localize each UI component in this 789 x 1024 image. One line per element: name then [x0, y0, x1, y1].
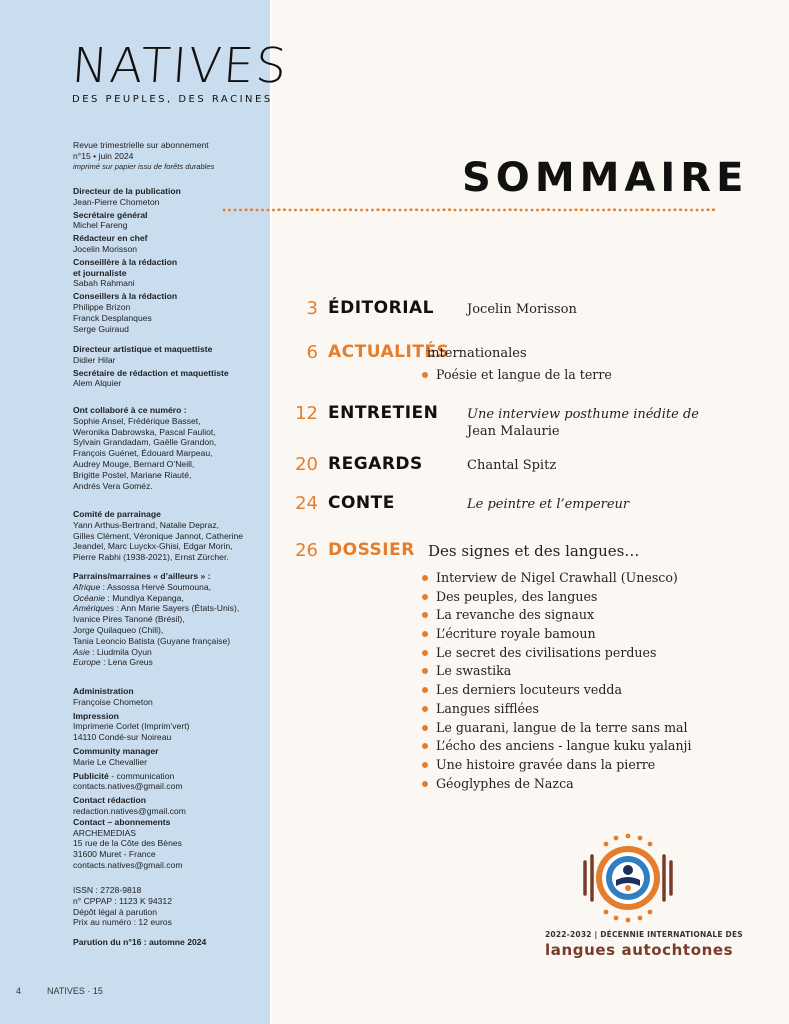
parrainage-line: Jeandel, Marc Luyckx-Ghisi, Edgar Morin,: [73, 541, 233, 552]
divider-dot: [360, 209, 363, 212]
divider-dot: [234, 209, 237, 212]
parrain-line: [73, 614, 258, 625]
divider-dot: [646, 209, 649, 212]
parrain-names: Ann Marie Sayers (États-Unis),: [120, 603, 240, 614]
divider-dot: [277, 209, 280, 212]
divider-dot: [580, 209, 583, 212]
dossier-list: [422, 570, 691, 794]
divider-dot: [239, 209, 242, 212]
divider-dot: [569, 209, 572, 212]
toc-description: Des signes et des langues…: [428, 542, 640, 560]
divider-dot: [508, 209, 511, 212]
parrain-names: Tania Leoncio Batista (Guyane française): [73, 635, 231, 646]
divider-dot: [300, 209, 303, 212]
divider-dot: [310, 209, 313, 212]
divider-dot: [349, 209, 352, 212]
divider-dot: [393, 209, 396, 212]
divider-dot: [706, 209, 709, 212]
credit-name: Michel Fareng: [73, 220, 128, 231]
parrain-line: Afrique : Assossa Hervé Soumouna,: [73, 581, 212, 592]
parrains-title: Parrains/marraines « d’ailleurs » :: [73, 571, 211, 581]
contact-line: 15 rue de la Côte des Bènes: [73, 838, 182, 849]
divider-dot: [640, 209, 643, 212]
toc-description: Le peintre et l’empereur: [467, 497, 630, 512]
credit-name: Jocelin Morisson: [73, 243, 137, 254]
parrain-line: Amériques : Ann Marie Sayers (États-Unis),: [73, 603, 240, 614]
divider-dot: [283, 209, 286, 212]
toc-page-number: 26: [295, 540, 318, 561]
legal-block: [73, 885, 258, 948]
credit-role: Directeur artistique et maquettiste: [73, 344, 213, 354]
divider-dot: [591, 209, 594, 212]
toc-page-number: 6: [306, 342, 318, 363]
divider-dot: [673, 209, 676, 212]
collaborators-block: [73, 405, 258, 491]
credit-name: Serge Guiraud: [73, 323, 129, 334]
divider-dot: [448, 209, 451, 212]
toc-section: ENTRETIEN: [328, 403, 439, 423]
divider-dot: [437, 209, 440, 212]
parrainage-block: [73, 509, 258, 563]
divider-dot: [607, 209, 610, 212]
credits-block-2: [73, 344, 258, 389]
actualites-list: [422, 367, 612, 386]
divider-dot: [701, 209, 704, 212]
sidebar-divider: [270, 0, 272, 1024]
credit-role: Conseillers à la rédaction: [73, 291, 178, 302]
sommaire-heading: SOMMAIRE: [462, 155, 749, 201]
toc-description: internationales: [427, 346, 527, 361]
contact-abonnements-title: Contact – abonnements: [73, 816, 171, 827]
contact-redaction-email: redaction.natives@gmail.com: [73, 805, 186, 816]
toc-page-number: 3: [306, 298, 318, 319]
divider-dot: [574, 209, 577, 212]
admin-role: Community manager: [73, 745, 159, 756]
parrain-region: Afrique: [73, 581, 101, 592]
divider-dot: [520, 209, 523, 212]
dossier-item: L’écho des anciens - langue kuku yalanji: [422, 738, 691, 757]
divider-dot: [371, 209, 374, 212]
toc-section: CONTE: [328, 493, 395, 513]
parrain-region: Asie: [73, 646, 90, 657]
toc-description: Jocelin Morisson: [467, 302, 577, 317]
divider-dot: [531, 209, 534, 212]
contact-line: 31600 Muret - France: [73, 849, 156, 860]
natives-logo: [70, 38, 291, 105]
parrain-names: Jorge Quilaqueo (Chili),: [73, 624, 164, 635]
page-number: 4: [16, 986, 22, 996]
divider-dot: [679, 209, 682, 212]
parrain-line: Europe : Lena Greus: [73, 657, 153, 668]
dossier-item: Des peuples, des langues: [422, 589, 691, 608]
divider-dot: [261, 209, 264, 212]
divider-dot: [294, 209, 297, 212]
collaborator-line: Audrey Mouge, Bernard O’Neill,: [73, 458, 195, 469]
admin-line: Marie Le Chevallier: [73, 756, 148, 767]
divider-dot: [421, 209, 424, 212]
divider-dot: [525, 209, 528, 212]
divider-dot: [487, 209, 490, 212]
divider-dot: [442, 209, 445, 212]
publicite-email: contacts.natives@gmail.com: [73, 781, 183, 792]
divider-dot: [272, 209, 275, 212]
parrain-region: Europe: [73, 657, 101, 668]
logo-subtitle: DES PEUPLES, DES RACINES: [72, 94, 273, 105]
parrain-line: Océanie : Mundiya Kepanga,: [73, 592, 184, 603]
divider-dot: [426, 209, 429, 212]
dotted-divider: [222, 206, 720, 214]
credit-name: Alem Alquier: [73, 378, 122, 389]
toc-page-number: 24: [295, 493, 318, 514]
divider-dot: [250, 209, 253, 212]
divider-dot: [690, 209, 693, 212]
divider-dot: [503, 209, 506, 212]
divider-dot: [470, 209, 473, 212]
credit-role: et journaliste: [73, 267, 127, 278]
divider-dot: [498, 209, 501, 212]
divider-dot: [459, 209, 462, 212]
contact-line: ARCHEMEDIAS: [73, 827, 137, 838]
divider-dot: [256, 209, 259, 212]
dossier-item: Une histoire gravée dans la pierre: [422, 757, 691, 776]
running-title: NATIVES · 15: [47, 986, 103, 996]
divider-dot: [305, 209, 308, 212]
divider-dot: [343, 209, 346, 212]
dossier-item: La revanche des signaux: [422, 607, 691, 626]
credit-role: Secrétaire général: [73, 209, 148, 220]
divider-dot: [399, 209, 402, 212]
divider-dot: [475, 209, 478, 212]
divider-dot: [338, 209, 341, 212]
divider-dot: [712, 209, 715, 212]
collaborator-line: Brigitte Postel, Mariane Riauté,: [73, 469, 192, 480]
dossier-item: Interview de Nigel Crawhall (Unesco): [422, 570, 691, 589]
divider-dot: [696, 209, 699, 212]
credit-name: Jean-Pierre Chometon: [73, 196, 160, 207]
divider-dot: [541, 209, 544, 212]
divider-dot: [685, 209, 688, 212]
actualites-item: Poésie et langue de la terre: [422, 367, 612, 386]
toc-section: ÉDITORIAL: [328, 298, 435, 318]
divider-dot: [492, 209, 495, 212]
divider-dot: [514, 209, 517, 212]
collaborator-line: Andrés Vera Goméz.: [73, 480, 153, 491]
parrains-block: [73, 571, 258, 668]
divider-dot: [376, 209, 379, 212]
divider-dot: [267, 209, 270, 212]
divider-dot: [333, 209, 336, 212]
divider-dot: [635, 209, 638, 212]
divider-dot: [668, 209, 671, 212]
admin-role: Administration: [73, 686, 134, 696]
divider-dot: [388, 209, 391, 212]
divider-dot: [366, 209, 369, 212]
logo-title: NATIVES: [70, 38, 291, 94]
credit-name: Sabah Rahmani: [73, 278, 135, 289]
divider-dot: [355, 209, 358, 212]
credit-role: Conseillère à la rédaction: [73, 256, 178, 267]
decade-logo: [545, 930, 743, 959]
divider-dot: [382, 209, 385, 212]
dossier-item: Géoglyphes de Nazca: [422, 776, 691, 795]
paper-note: imprimé sur papier issu de forêts durables: [73, 161, 215, 171]
legal-line: ISSN : 2728-9818: [73, 885, 142, 895]
divider-dot: [613, 209, 616, 212]
divider-dot: [657, 209, 660, 212]
issue-line: n°15 • juin 2024: [73, 150, 134, 161]
admin-line: Françoise Chometon: [73, 696, 153, 707]
legal-line: Dépôt légal à parution: [73, 906, 158, 917]
dossier-item: L’écriture royale bamoun: [422, 626, 691, 645]
parrain-names: Ivanice Pires Tanoné (Brésil),: [73, 614, 185, 625]
admin-block: [73, 686, 258, 871]
divider-dot: [432, 209, 435, 212]
parrainage-line: Pierre Rabhi (1938-2021), Ernst Zürcher.: [73, 552, 229, 563]
divider-dot: [602, 209, 605, 212]
dossier-item: Le swastika: [422, 663, 691, 682]
divider-dot: [409, 209, 412, 212]
credit-role: Secrétaire de rédaction et maquettiste: [73, 367, 229, 378]
divider-dot: [564, 209, 567, 212]
admin-line: 14110 Condé-sur Noireau: [73, 732, 172, 743]
parrain-names: Assossa Hervé Soumouna,: [106, 581, 212, 592]
issue-info: [73, 140, 258, 172]
toc-section: REGARDS: [328, 454, 423, 474]
divider-dot: [289, 209, 292, 212]
divider-dot: [415, 209, 418, 212]
parrain-names: Mundiya Kepanga,: [112, 592, 184, 603]
divider-dot: [547, 209, 550, 212]
collab-title: Ont collaboré à ce numéro :: [73, 405, 187, 415]
dossier-item: Les derniers locuteurs vedda: [422, 682, 691, 701]
admin-role: Impression: [73, 710, 119, 721]
legal-line: Prix au numéro : 12 euros: [73, 917, 172, 928]
toc-page-number: 20: [295, 454, 318, 475]
divider-dot: [327, 209, 330, 212]
collaborator-line: Sylvain Grandadam, Gaëlle Grandon,: [73, 437, 217, 448]
credit-role: Rédacteur en chef: [73, 233, 148, 244]
credit-name: Didier Hilar: [73, 354, 116, 365]
contact-redaction-title: Contact rédaction: [73, 795, 147, 806]
parrain-line: [73, 636, 258, 647]
publicite-line: Publicité - communication: [73, 770, 175, 781]
divider-dot: [630, 209, 633, 212]
divider-dot: [663, 209, 666, 212]
decade-emblem-icon: [580, 832, 676, 924]
decade-title: langues autochtones: [545, 941, 734, 959]
revue-line: Revue trimestrielle sur abonnement: [73, 140, 209, 150]
divider-dot: [465, 209, 468, 212]
parrain-names: Lena Greus: [107, 657, 153, 668]
toc-description: Une interview posthume inédite de: [467, 407, 699, 422]
parrain-line: [73, 625, 258, 636]
divider-dot: [558, 209, 561, 212]
credit-name: Philippe Brizon: [73, 301, 131, 312]
divider-dot: [652, 209, 655, 212]
divider-dot: [624, 209, 627, 212]
parrain-region: Amériques: [73, 603, 115, 614]
toc-description-2: Jean Malaurie: [467, 424, 560, 439]
collaborator-line: Weronika Dabrowska, Pascal Fauliot,: [73, 426, 216, 437]
divider-dot: [223, 209, 226, 212]
parrainage-line: Gilles Clément, Véronique Jannot, Catherine: [73, 530, 244, 541]
divider-dot: [553, 209, 556, 212]
divider-dot: [316, 209, 319, 212]
parrainage-title: Comité de parrainage: [73, 509, 161, 519]
divider-dot: [322, 209, 325, 212]
parrainage-line: Yann Arthus-Bertrand, Natalie Depraz,: [73, 519, 220, 530]
divider-dot: [228, 209, 231, 212]
collaborator-line: Sophie Ansel, Frédérique Basset,: [73, 415, 201, 426]
contact-line: contacts.natives@gmail.com: [73, 859, 183, 870]
parrain-line: Asie : Liudmila Oyun: [73, 646, 152, 657]
parrain-names: Liudmila Oyun: [96, 646, 152, 657]
toc-page-number: 12: [295, 403, 318, 424]
divider-dot: [404, 209, 407, 212]
toc-description: Chantal Spitz: [467, 458, 557, 473]
toc-section: DOSSIER: [328, 540, 415, 560]
collaborator-line: François Guénet, Édouard Marpeau,: [73, 448, 213, 459]
credit-role: Directeur de la publication: [73, 186, 181, 196]
divider-dot: [536, 209, 539, 212]
divider-dot: [454, 209, 457, 212]
credit-name: Franck Desplanques: [73, 312, 152, 323]
dossier-item: Le guarani, langue de la terre sans mal: [422, 720, 691, 739]
divider-dot: [481, 209, 484, 212]
dossier-item: Langues sifflées: [422, 701, 691, 720]
divider-dot: [586, 209, 589, 212]
dossier-item: Le secret des civilisations perdues: [422, 645, 691, 664]
parrain-region: Océanie: [73, 592, 106, 603]
admin-line: Imprimerie Corlet (Imprim’vert): [73, 721, 190, 732]
divider-dot: [619, 209, 622, 212]
divider-dot: [597, 209, 600, 212]
decade-subtitle: 2022-2032 | DÉCENNIE INTERNATIONALE DES: [545, 930, 743, 939]
divider-dot: [244, 209, 247, 212]
toc-section: ACTUALITÉS: [328, 342, 450, 362]
legal-line: n° CPPAP : 1123 K 94312: [73, 895, 172, 906]
next-issue: Parution du n°16 : automne 2024: [73, 937, 207, 948]
